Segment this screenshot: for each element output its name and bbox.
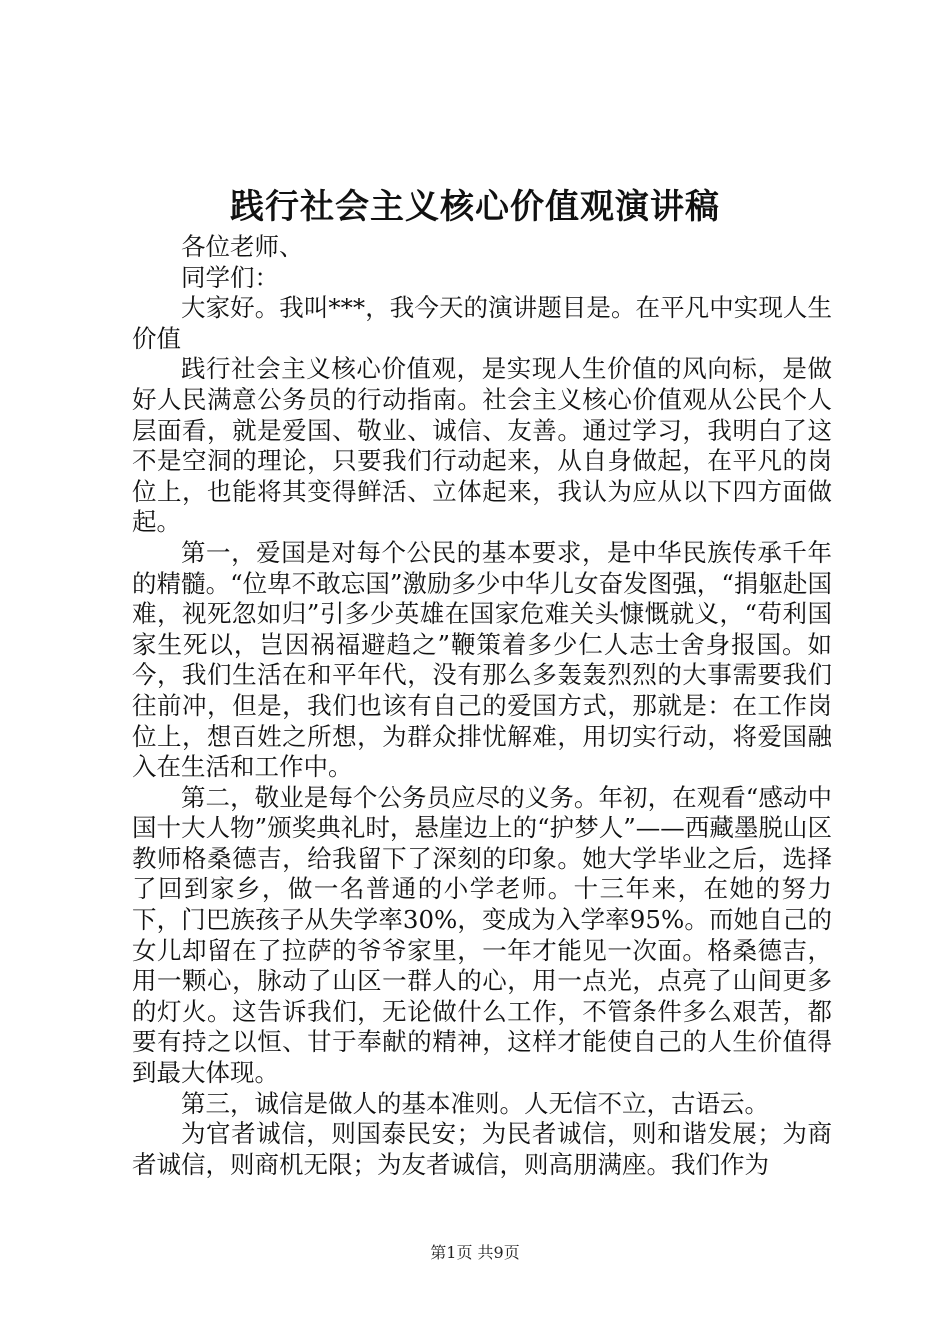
document-title: 践行社会主义核心价值观演讲稿 xyxy=(230,187,720,227)
paragraph-greeting: 大家好。我叫***，我今天的演讲题目是。在平凡中实现人生价值 xyxy=(132,293,832,353)
paragraph-salutation-teachers: 各位老师、 xyxy=(181,232,304,261)
page-footer: 第1页 共9页 xyxy=(430,1243,520,1262)
paragraph-intro: 践行社会主义核心价值观，是实现人生价值的风向标，是做好人民满意公务员的行动指南。社会主义核心价值观从公民个人层面看，就是爱国、敬业、诚信、友善。通过学习，我明白了这不是空洞的理论，只要我们行动起来，从自身做起，在平凡的岗位上，也能将其变得鲜活、立体起来，我认为应从以下四方面做起。 xyxy=(132,354,832,537)
document-body xyxy=(132,232,832,1180)
paragraph-salutation-students: 同学们： xyxy=(181,262,279,292)
paragraph-dedication: 第二，敬业是每个公务员应尽的义务。年初，在观看“感动中国十大人物”颁奖典礼时，悬崖边上的“护梦人”——西藏墨脱山区教师格桑德吉，给我留下了深刻的印象。她大学毕业之后，选择了回到家乡，做一名普通的小学老师。十三年来，在她的努力下，门巴族孩子从失学率30%，变成为入学率95%。而她自己的女儿却留在了拉萨的爷爷家里，一年才能见一次面。格桑德吉，用一颗心，脉动了山区一群人的心，用一点光，点亮了山间更多的灯火。这告诉我们，无论做什么工作，不管条件多么艰苦，都要有持之以恒、甘于奉献的精神，这样才能使自己的人生价值得到最大体现。 xyxy=(132,782,832,1088)
paragraph-patriotism: 第一，爱国是对每个公民的基本要求，是中华民族传承千年的精髓。“位卑不敢忘国”激励多少中华儿女奋发图强，“捐躯赴国难，视死忽如归”引多少英雄在国家危难关头慷慨就义，“苟利国家生死以，岂因祸福避趋之”鞭策着多少仁人志士舍身报国。如今，我们生活在和平年代，没有那么多轰轰烈烈的大事需要我们往前冲，但是，我们也该有自己的爱国方式，那就是：在工作岗位上，想百姓之所想，为群众排忧解难，用切实行动，将爱国融入在生活和工作中。 xyxy=(132,537,832,782)
paragraph-integrity-continued: 为官者诚信，则国泰民安；为民者诚信，则和谐发展；为商者诚信，则商机无限；为友者诚信，则高朋满座。我们作为 xyxy=(132,1119,832,1179)
paragraph-integrity: 第三，诚信是做人的基本准则。人无信不立，古语云。 xyxy=(181,1088,769,1118)
